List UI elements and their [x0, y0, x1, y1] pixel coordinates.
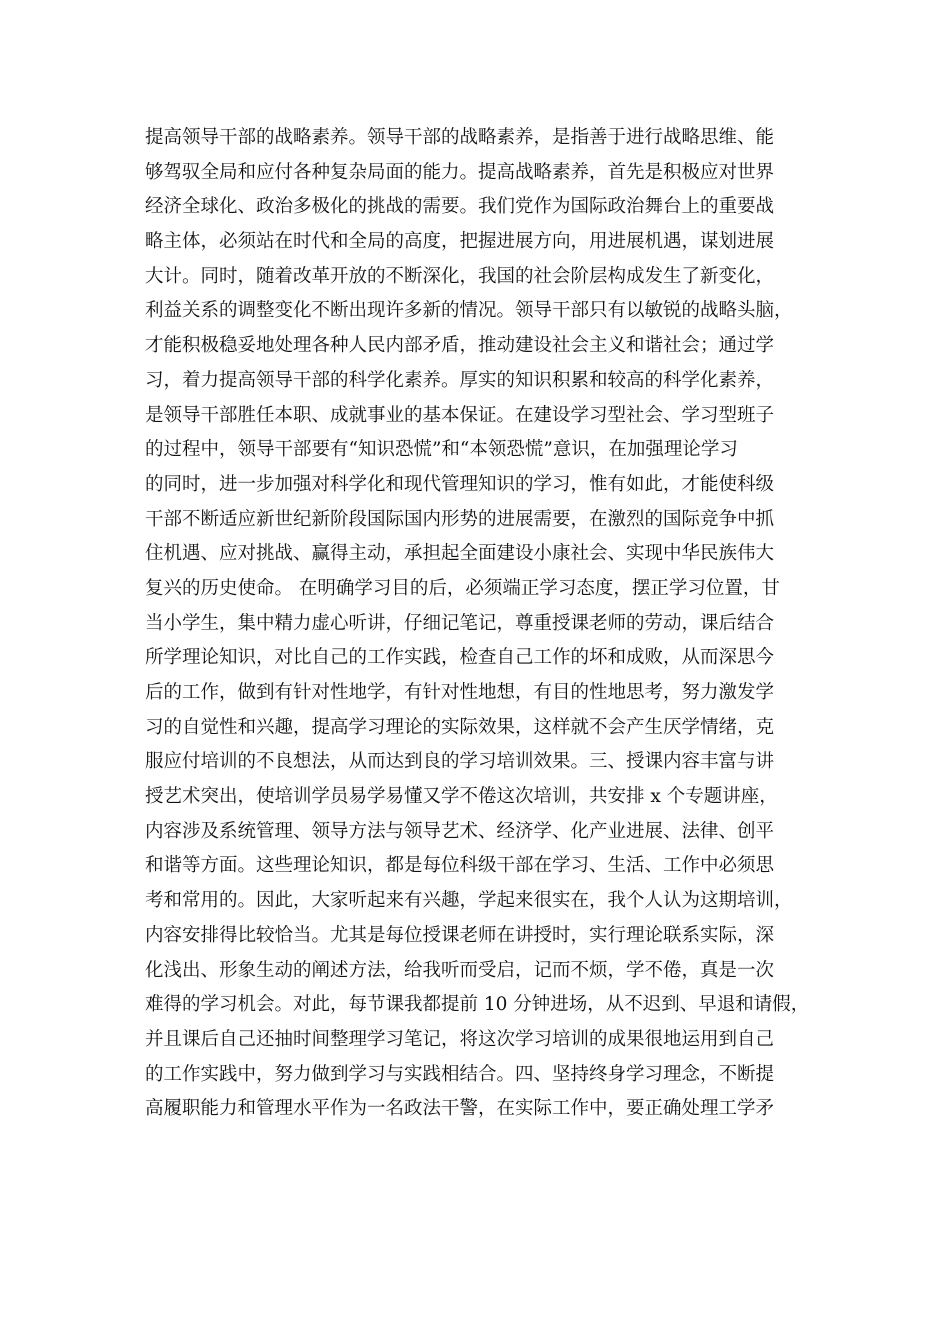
text-line-22: 和谐等方面。这些理论知识，都是每位科级干部在学习、生活、工作中必须思 — [145, 855, 775, 877]
text-line-3: 经济全球化、政治多极化的挑战的需要。我们党作为国际政治舞台上的重要战 — [145, 196, 775, 218]
text-line-4: 略主体，必须站在时代和全局的高度，把握进展方向，用进展机遇，谋划进展 — [145, 231, 775, 253]
text-line-21: 内容涉及系统管理、领导方法与领导艺术、经济学、化产业进展、法律、创平 — [145, 820, 775, 842]
text-line-25: 化浅出、形象生动的阐述方法，给我听而受启，记而不烦，学不倦，真是一次 — [145, 959, 775, 981]
text-line-9: 是领导干部胜任本职、成就事业的基本保证。在建设学习型社会、学习型班子 — [145, 404, 775, 426]
text-line-19: 服应付培训的不良想法，从而达到良的学习培训效果。三、授课内容丰富与讲 — [145, 751, 775, 773]
text-line-7: 才能积极稳妥地处理各种人民内部矛盾，推动建设社会主义和谐社会；通过学 — [145, 335, 775, 357]
text-line-23: 考和常用的。因此，大家听起来有兴趣，学起来很实在，我个人认为这期培训， — [145, 890, 793, 912]
text-line-15: 当小学生，集中精力虚心听讲，仔细记笔记，尊重授课老师的劳动，课后结合 — [145, 612, 775, 634]
text-line-17: 后的工作，做到有针对性地学，有针对性地想，有目的性地思考，努力激发学 — [145, 682, 775, 703]
text-line-1: 提高领导干部的战略素养。领导干部的战略素养，是指善于进行战略思维、能 — [145, 127, 775, 148]
text-line-18: 习的自觉性和兴趣，提高学习理论的实际效果，这样就不会产生厌学情绪，克 — [145, 716, 775, 738]
text-line-24: 内容安排得比较恰当。尤其是每位授课老师在讲授时，实行理论联系实际，深 — [145, 924, 775, 946]
text-line-20: 授艺术突出，使培训学员易学易懂又学不倦这次培训，共安排 x 个专题讲座， — [145, 786, 778, 808]
text-line-12: 干部不断适应新世纪新阶段国际国内形势的进展需要，在激烈的国际竞争中抓 — [145, 508, 775, 530]
text-line-6: 利益关系的调整变化不断出现许多新的情况。领导干部只有以敏锐的战略头脑， — [145, 300, 793, 322]
text-line-2: 够驾驭全局和应付各种复杂局面的能力。提高战略素养，首先是积极应对世界 — [145, 161, 775, 183]
text-line-10: 的过程中，领导干部要有“知识恐慌”和“本领恐慌”意识，在加强理论学习 — [145, 439, 738, 461]
body-text — [145, 121, 825, 1127]
text-line-13: 住机遇、应对挑战、赢得主动，承担起全面建设小康社会、实现中华民族伟大 — [145, 543, 775, 565]
text-line-16: 所学理论知识，对比自己的工作实践，检查自己工作的坏和成败，从而深思今 — [145, 647, 775, 669]
text-line-5: 大计。同时，随着改革开放的不断深化，我国的社会阶层构成发生了新变化， — [145, 265, 775, 287]
text-line-8: 习，着力提高领导干部的科学化素养。厚实的知识积累和较高的科学化素养， — [145, 369, 775, 391]
text-line-28: 的工作实践中，努力做到学习与实践相结合。四、坚持终身学习理念，不断提 — [145, 1063, 775, 1085]
text-line-11: 的同时，进一步加强对科学化和现代管理知识的学习，惟有如此，才能使科级 — [145, 473, 775, 495]
text-line-26: 难得的学习机会。对此，每节课我都提前 10 分钟进场，从不迟到、早退和请假， — [145, 994, 810, 1016]
text-line-14: 复兴的历史使命。 在明确学习目的后，必须端正学习态度，摆正学习位置，甘 — [145, 577, 780, 599]
text-line-29: 高履职能力和管理水平作为一名政法干警，在实际工作中，要正确处理工学矛 — [145, 1098, 775, 1120]
text-line-27: 并且课后自己还抽时间整理学习笔记，将这次学习培训的成果很地运用到自己 — [145, 1028, 775, 1050]
